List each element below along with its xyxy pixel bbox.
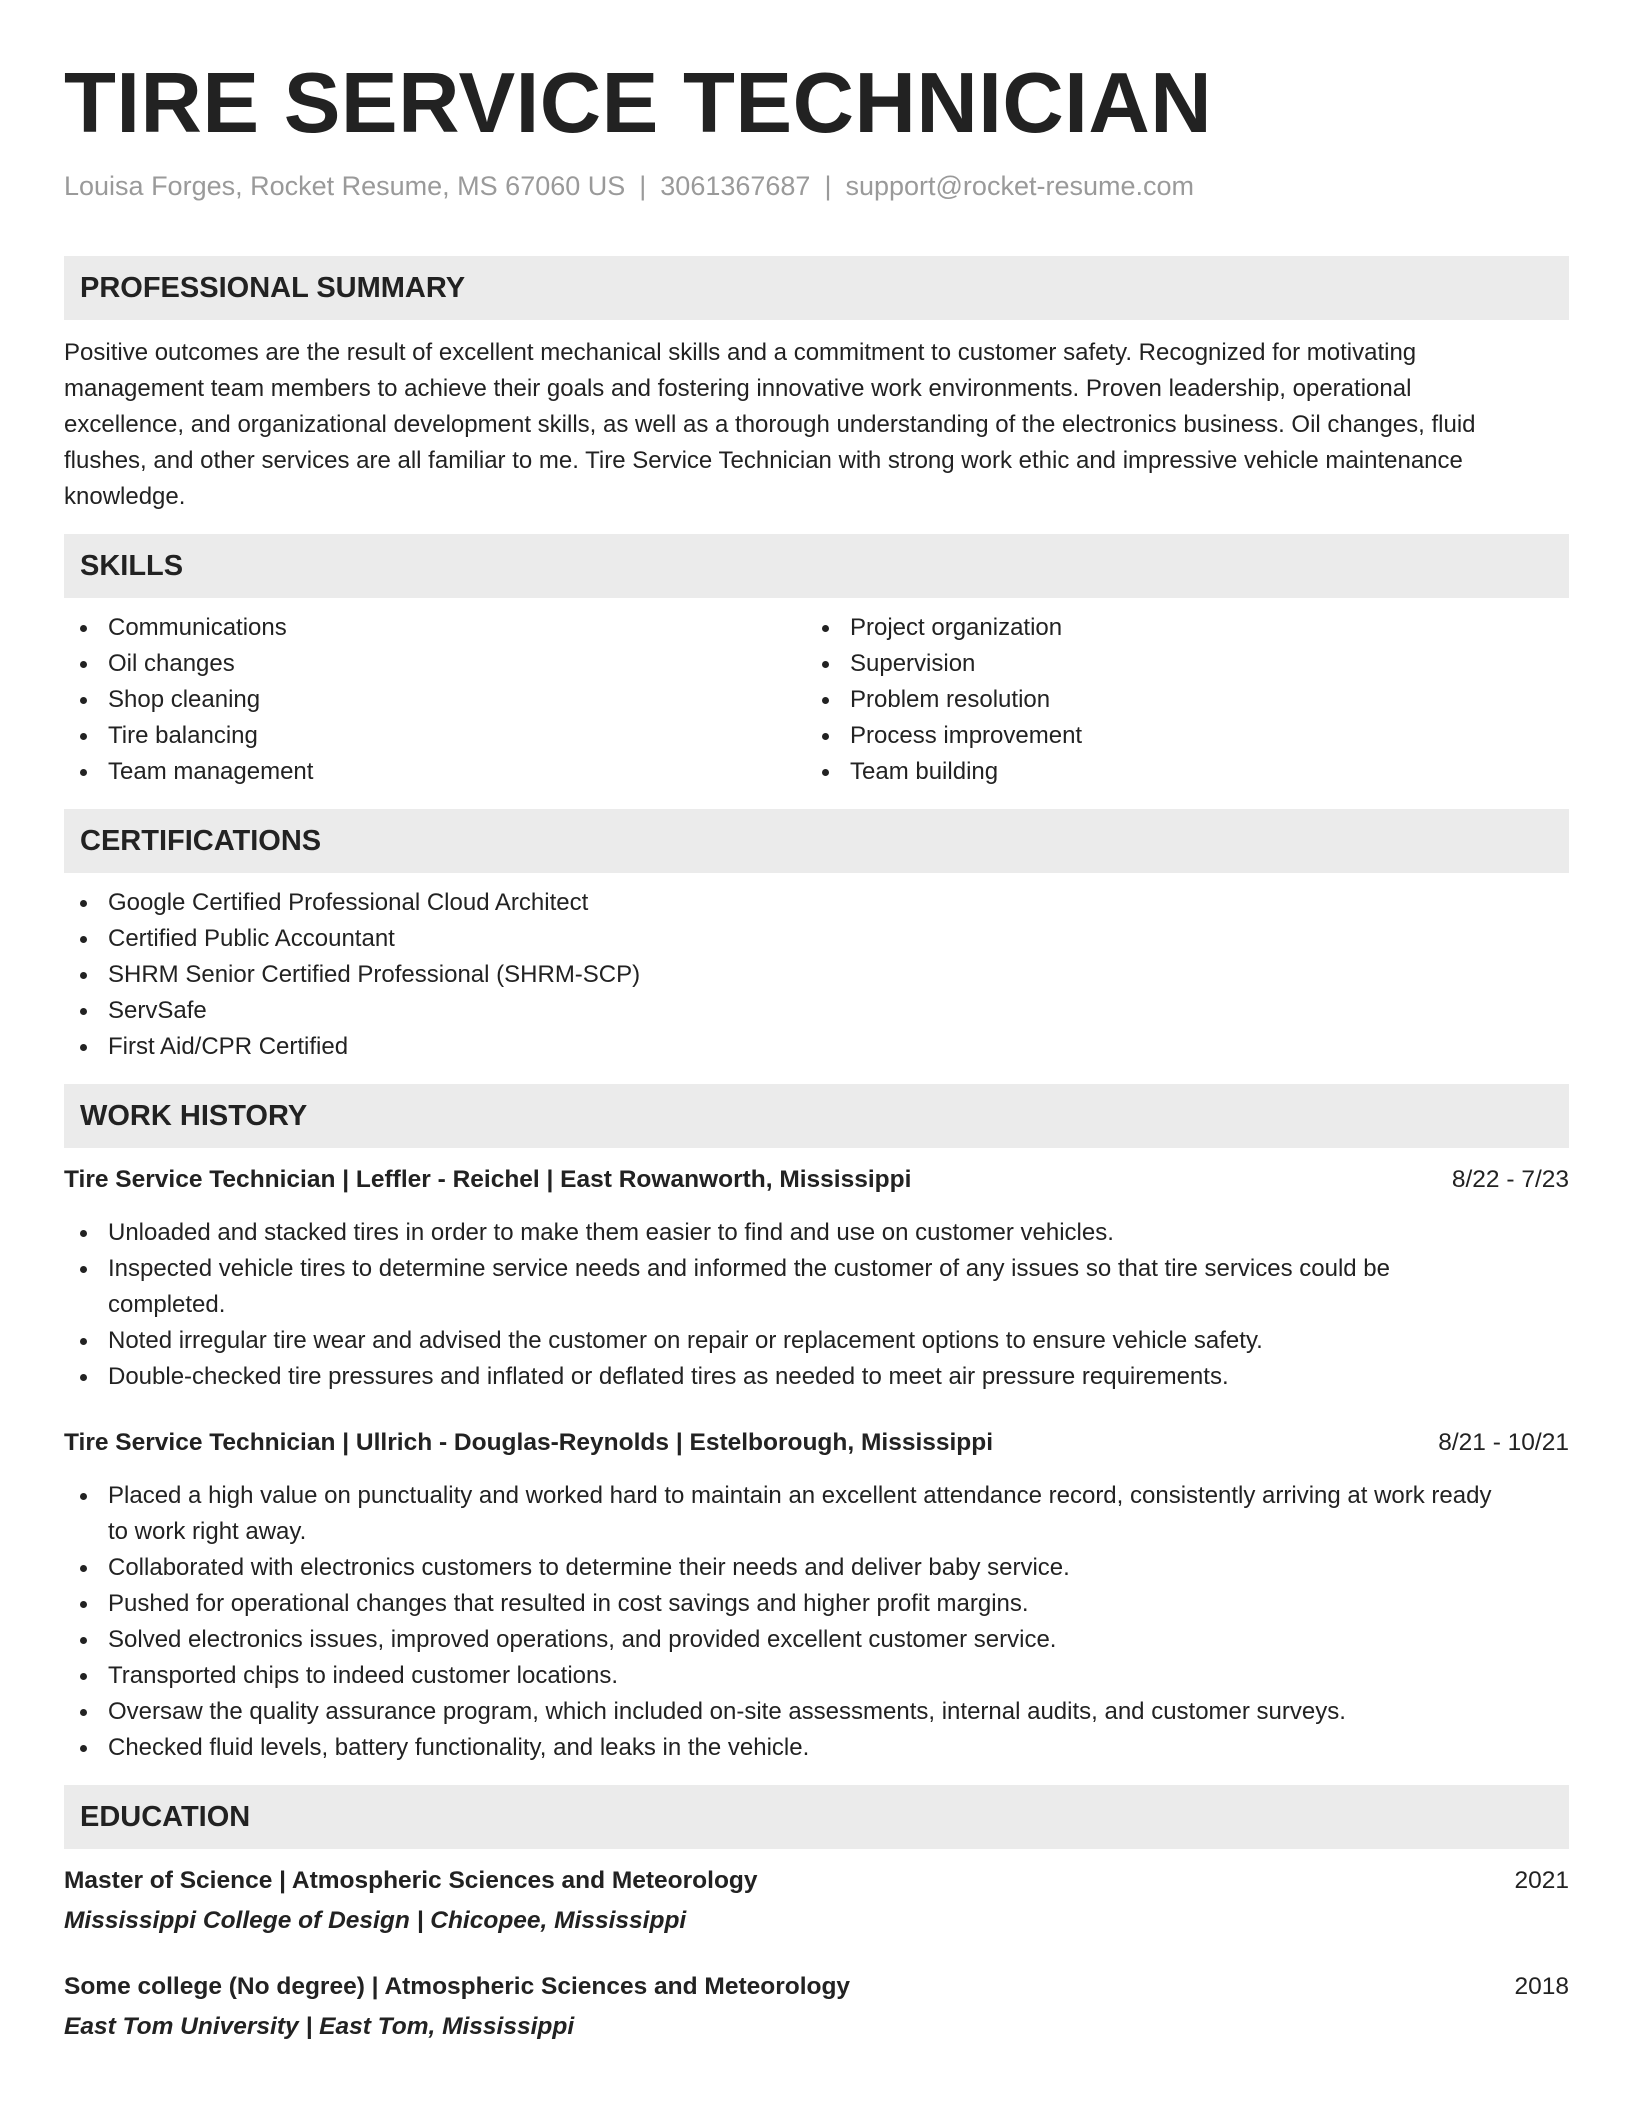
job-duty [64, 1251, 1569, 1323]
summary-line: Positive outcomes are the result of excellent mechanical skills and a commitment to customer safety. Recognized for motivating [64, 339, 1417, 366]
section-heading-education: EDUCATION [64, 1785, 1569, 1849]
job-duty-line: Placed a high value on punctuality and worked hard to maintain an excellent attendance record, consistently arriving at work ready [108, 1482, 1492, 1509]
job-header [64, 1425, 1569, 1461]
contact-line [64, 168, 1569, 204]
job-duty: Double-checked tire pressures and inflated or deflated tires as needed to meet air pressure requirements. [64, 1359, 1569, 1395]
job-duties-list [64, 1478, 1569, 1766]
contact-phone: 3061367687 [660, 171, 811, 201]
skill-item: Project organization [806, 610, 1548, 646]
certification-item: Certified Public Accountant [64, 921, 1569, 957]
education-header [64, 1863, 1569, 1899]
summary-text [64, 335, 1569, 515]
job-dates: 8/21 - 10/21 [1438, 1429, 1569, 1456]
skill-item: Process improvement [806, 718, 1548, 754]
education-school: Mississippi College of Design | Chicopee, Mississippi [64, 1907, 687, 1934]
skill-item: Communications [64, 610, 806, 646]
job-title: Tire Service Technician | Ullrich - Douglas-Reynolds | Estelborough, Mississippi [64, 1429, 994, 1456]
job-duties-list [64, 1215, 1569, 1395]
job-duty: Checked fluid levels, battery functionality, and leaks in the vehicle. [64, 1730, 1569, 1766]
job-title: Tire Service Technician | Leffler - Reichel | East Rowanworth, Mississippi [64, 1166, 912, 1193]
job-duty: Unloaded and stacked tires in order to make them easier to find and use on customer vehicles. [64, 1215, 1569, 1251]
skill-item: Supervision [806, 646, 1548, 682]
summary-line: flushes, and other services are all familiar to me. Tire Service Technician with strong work ethic and impressive vehicle maintenance [64, 447, 1463, 474]
job-duty-line: Inspected vehicle tires to determine service needs and informed the customer of any issues so that tire services could be [108, 1255, 1390, 1282]
section-heading-skills: SKILLS [64, 534, 1569, 598]
job-duty: Oversaw the quality assurance program, which included on-site assessments, internal audits, and customer surveys. [64, 1694, 1569, 1730]
page-title: TIRE SERVICE TECHNICIAN [64, 56, 1213, 151]
skill-item: Shop cleaning [64, 682, 806, 718]
education-school: East Tom University | East Tom, Mississippi [64, 2013, 575, 2040]
contact-email[interactable]: support@rocket-resume.com [845, 171, 1194, 201]
job-header [64, 1162, 1569, 1198]
section-heading-work-history: WORK HISTORY [64, 1084, 1569, 1148]
certification-item: SHRM Senior Certified Professional (SHRM-SCP) [64, 957, 1569, 993]
skills-list [64, 610, 1569, 790]
resume-page [64, 0, 1569, 2045]
skill-item: Team management [64, 754, 806, 790]
job-duty: Collaborated with electronics customers to determine their needs and deliver baby service. [64, 1550, 1569, 1586]
section-heading-summary: PROFESSIONAL SUMMARY [64, 256, 1569, 320]
contact-address: Louisa Forges, Rocket Resume, MS 67060 US [64, 171, 626, 201]
job-dates: 8/22 - 7/23 [1451, 1166, 1569, 1193]
certifications-list [64, 885, 1569, 1065]
summary-line: management team members to achieve their goals and fostering innovative work environments. Proven leadership, operational [64, 375, 1412, 402]
job-duty: Noted irregular tire wear and advised the customer on repair or replacement options to ensure vehicle safety. [64, 1323, 1569, 1359]
skill-item: Oil changes [64, 646, 806, 682]
certification-item: Google Certified Professional Cloud Architect [64, 885, 1569, 921]
summary-line: knowledge. [64, 483, 186, 510]
skill-item: Team building [806, 754, 1548, 790]
contact-separator: | [824, 171, 832, 201]
education-year: 2018 [1514, 1973, 1569, 2000]
contact-separator: | [639, 171, 647, 201]
education-year: 2021 [1514, 1867, 1569, 1894]
job-duty: Transported chips to indeed customer locations. [64, 1658, 1569, 1694]
skills-column-right [806, 610, 1548, 790]
skills-column-left [64, 610, 806, 790]
job-duty: Pushed for operational changes that resulted in cost savings and higher profit margins. [64, 1586, 1569, 1622]
job-duty [64, 1478, 1569, 1550]
certification-item: ServSafe [64, 993, 1569, 1029]
section-heading-certifications: CERTIFICATIONS [64, 809, 1569, 873]
education-header [64, 1969, 1569, 2005]
job-duty-line: to work right away. [108, 1518, 307, 1545]
summary-line: excellence, and organizational development skills, as well as a thorough understanding of the electronics business. Oil changes, fluid [64, 411, 1476, 438]
education-degree: Master of Science | Atmospheric Sciences and Meteorology [64, 1867, 758, 1894]
certification-item: First Aid/CPR Certified [64, 1029, 1569, 1065]
job-duty: Solved electronics issues, improved operations, and provided excellent customer service. [64, 1622, 1569, 1658]
skill-item: Tire balancing [64, 718, 806, 754]
skill-item: Problem resolution [806, 682, 1548, 718]
education-degree: Some college (No degree) | Atmospheric Sciences and Meteorology [64, 1973, 851, 2000]
job-duty-line: completed. [108, 1291, 226, 1318]
